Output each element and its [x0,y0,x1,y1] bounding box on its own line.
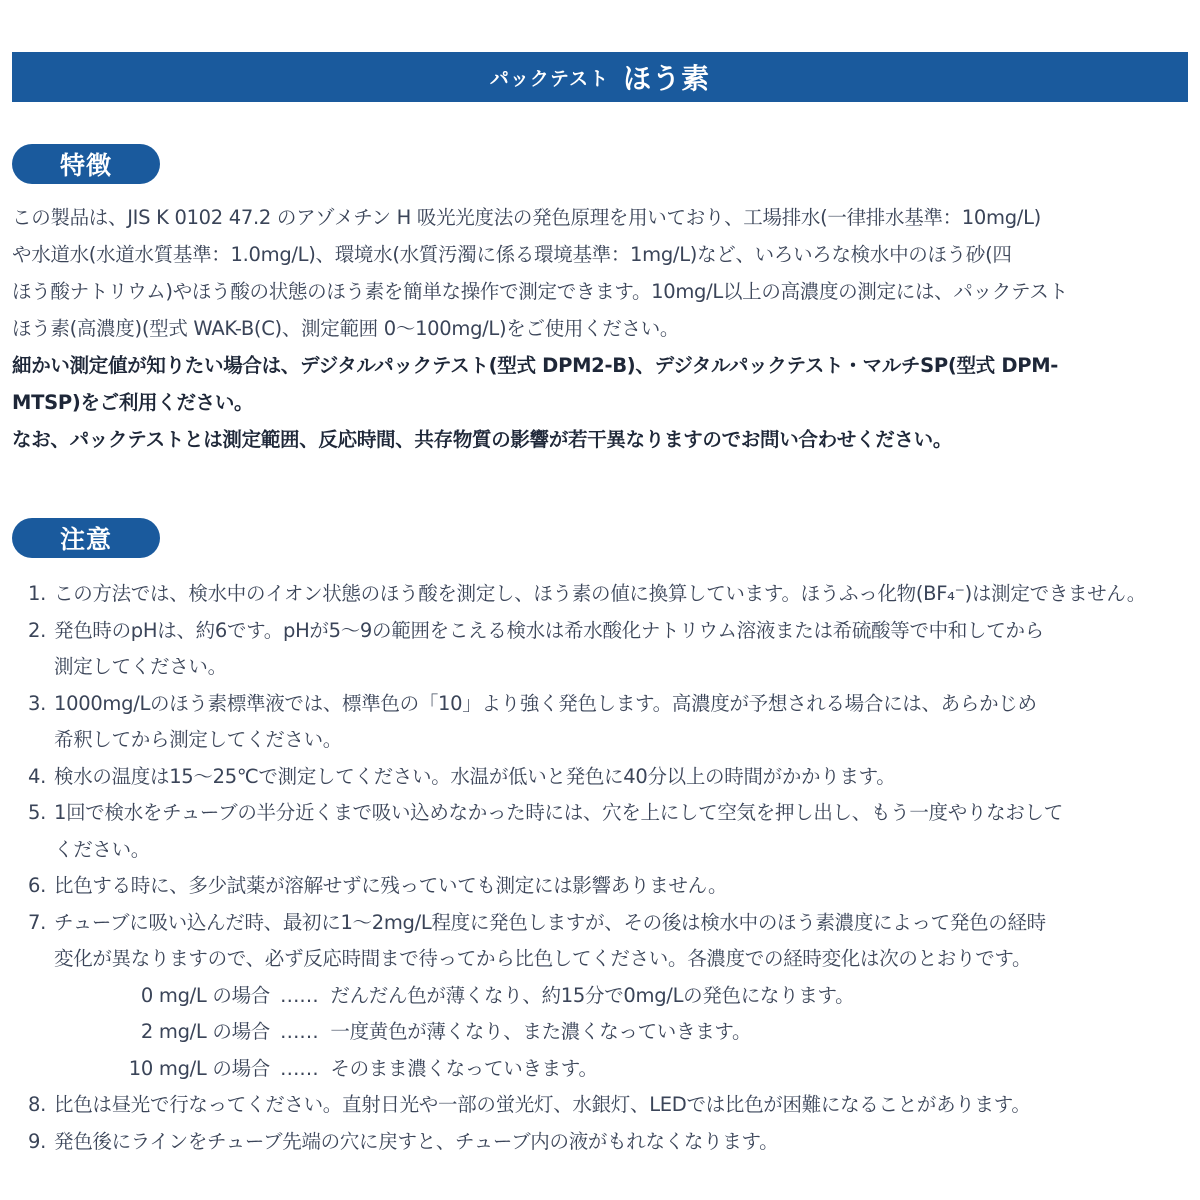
features-line: ほう酸ナトリウム)やほう酸の状態のほう素を簡単な操作で測定できます。10mg/L以上の高濃度の測定には、パックテスト [12,280,1068,303]
item-text: 比色する時に、多少試薬が溶解せずに残っていても測定には影響ありません。 [54,874,728,897]
leader-dots: …… [280,1056,319,1080]
item-number: 2. [28,618,47,642]
features-line: この製品は、JIS K 0102 47.2 のアゾメチン H 吸光光度法の発色原理を用いており、工場排水(一律排水基準：10mg/L) [12,206,1041,229]
item-text: この方法では、検水中のイオン状態のほう酸を測定し、ほう素の値に換算しています。ほうふっ化物(BF₄⁻)は測定できません。 [54,582,1146,605]
concentration-row [28,1014,1193,1051]
concentration-row [28,1051,1193,1088]
item-text: 1000mg/Lのほう素標準液では、標準色の「10」より強く発色します。高濃度が予想される場合には、あらかじめ [54,691,1037,715]
caution-item [28,905,1193,978]
caution-item [28,1087,1193,1124]
concentration-label: 2 mg/L の場合 [140,1020,270,1043]
caution-item [28,795,1193,868]
caution-heading: 注意 [12,518,160,558]
item-text: 変化が異なりますので、必ず反応時間まで待ってから比色してください。各濃度での経時変化は次のとおりです。 [54,947,1032,970]
caution-item [28,1124,1193,1161]
item-text: 希釈してから測定してください。 [54,728,343,751]
item-number: 4. [28,764,47,788]
leader-dots: …… [280,983,319,1007]
item-text: 検水の温度は15〜25℃で測定してください。水温が低いと発色に40分以上の時間がかかります。 [54,764,896,788]
features-bold-line: 細かい測定値が知りたい場合は、デジタルパックテスト(型式 DPM2-B)、デジタルパックテスト・マルチSP(型式 DPM- [12,354,1059,377]
item-number: 9. [28,1129,47,1153]
features-bold-line: MTSP)をご利用ください。 [12,391,254,414]
caution-item [28,686,1193,759]
caution-item [28,576,1193,613]
item-number: 1. [28,582,47,605]
caution-item [28,613,1193,686]
caution-item [28,868,1193,905]
item-number: 8. [28,1093,47,1116]
concentration-desc: だんだん色が薄くなり、約15分で0mg/Lの発色になります。 [330,983,855,1007]
concentration-desc: 一度黄色が薄くなり、また濃くなっていきます。 [330,1020,752,1043]
item-text: 1回で検水をチューブの半分近くまで吸い込めなかった時には、穴を上にして空気を押し出し、もう一度やりなおして [54,801,1063,824]
item-text: 発色時のpHは、約6です。pHが5〜9の範囲をこえる検水は希水酸化ナトリウム溶液または希硫酸等で中和してから [54,618,1044,642]
leader-dots: …… [280,1020,319,1043]
item-text: 発色後にラインをチューブ先端の穴に戻すと、チューブ内の液がもれなくなります。 [54,1129,779,1153]
item-text: ください。 [54,837,151,861]
item-text: 比色は昼光で行なってください。直射日光や一部の蛍光灯、水銀灯、LEDでは比色が困難になることがあります。 [54,1093,1031,1116]
item-number: 3. [28,691,47,715]
features-bold-line: なお、パックテストとは測定範囲、反応時間、共存物質の影響が若干異なりますのでお問い合わせください。 [12,428,953,451]
caution-list [28,576,1193,1160]
features-line: や水道水(水道水質基準：1.0mg/L)、環境水(水質汚濁に係る環境基準：1mg/L)など、いろいろな検水中のほう砂(四 [12,243,1012,266]
concentration-row [28,978,1193,1015]
title-name: ほう素 [623,62,711,95]
title-prefix: パックテスト [489,67,610,90]
item-number: 5. [28,801,47,824]
item-number: 7. [28,910,47,934]
concentration-desc: そのまま濃くなっていきます。 [330,1056,598,1080]
features-line: ほう素(高濃度)(型式 WAK-B(C)、測定範囲 0〜100mg/L)をご使用ください。 [12,317,680,340]
concentration-label: 10 mg/L の場合 [128,1056,270,1080]
title-banner [12,52,1188,102]
item-text: 測定してください。 [54,655,227,678]
caution-item [28,759,1193,796]
concentration-label: 0 mg/L の場合 [140,983,270,1007]
item-number: 6. [28,874,47,897]
item-text: チューブに吸い込んだ時、最初に1〜2mg/L程度に発色しますが、その後は検水中のほう素濃度によって発色の経時 [54,910,1046,934]
features-heading: 特徴 [12,144,160,184]
features-body [12,199,1192,458]
